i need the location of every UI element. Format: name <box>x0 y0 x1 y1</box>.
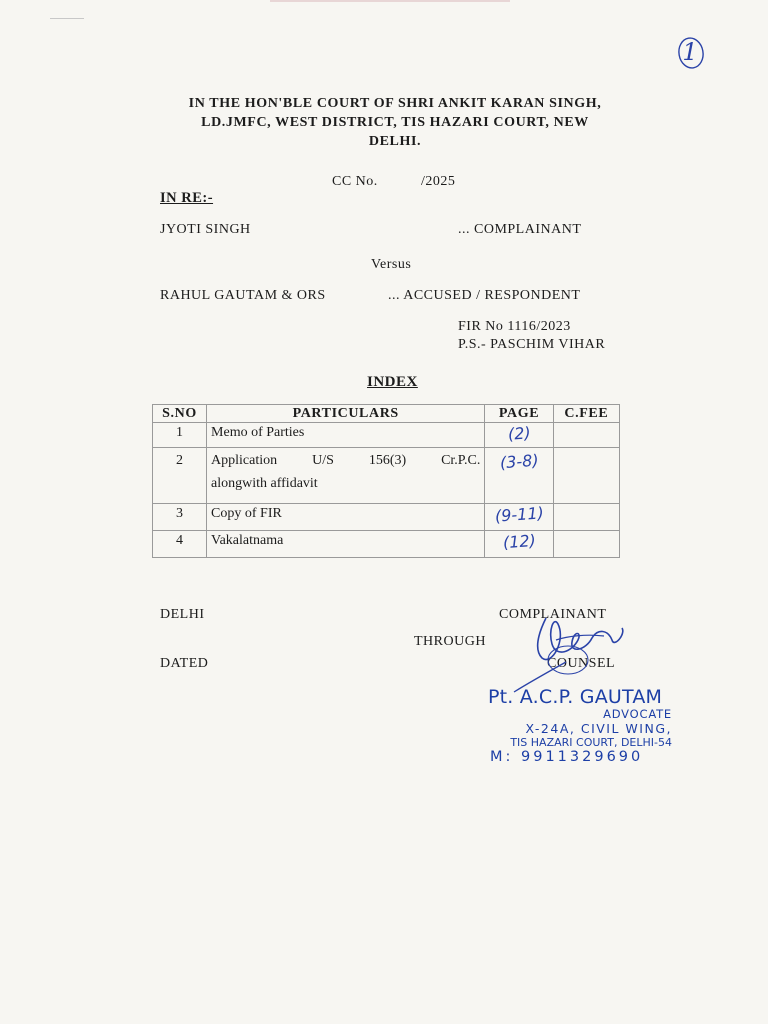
handwritten-signature <box>508 600 638 700</box>
index-title: INDEX <box>367 374 418 390</box>
row-particulars: Copy of FIR <box>207 504 485 531</box>
row-particulars-line-2: alongwith affidavit <box>211 476 318 491</box>
heading-line-2: LD.JMFC, WEST DISTRICT, TIS HAZARI COURT, NEW <box>201 115 589 130</box>
cc-number-label: CC No. <box>332 174 378 189</box>
row-particulars <box>207 448 485 504</box>
header-sno: S.NO <box>153 405 207 423</box>
handwritten-page-number <box>676 34 704 70</box>
heading-line-1: IN THE HON'BLE COURT OF SHRI ANKIT KARAN SINGH, <box>188 96 602 111</box>
advocate-stamp <box>472 686 672 761</box>
dated-label: DATED <box>160 656 209 671</box>
header-particulars: PARTICULARS <box>207 405 485 423</box>
row-sno: 1 <box>153 423 207 448</box>
row-particulars: Vakalatnama <box>207 531 485 558</box>
accused-role: ... ACCUSED / RESPONDENT <box>388 288 581 303</box>
heading-line-3: DELHI. <box>368 134 422 149</box>
stamp-mobile: M: 9911329690 <box>490 749 644 761</box>
row-page-handwritten: (9-11) <box>494 503 545 526</box>
header-court-fee: C.FEE <box>553 405 619 423</box>
place-label: DELHI <box>160 607 205 622</box>
row-sno: 2 <box>153 448 207 504</box>
through-label: THROUGH <box>414 634 486 649</box>
versus-label: Versus <box>371 257 412 272</box>
row-fee <box>553 504 619 531</box>
row-page-handwritten: (3-8) <box>499 450 539 473</box>
complainant-role: ... COMPLAINANT <box>458 222 582 237</box>
accused-name: RAHUL GAUTAM & ORS <box>160 288 326 303</box>
table-row <box>153 448 620 504</box>
row-page-handwritten: (2) <box>507 423 531 444</box>
counsel-label: COUNSEL <box>547 656 616 671</box>
page-top-edge <box>270 0 510 2</box>
complainant-name: JYOTI SINGH <box>160 222 251 237</box>
stamp-name: Pt. A.C.P. GAUTAM <box>488 686 663 708</box>
table-row <box>153 531 620 558</box>
index-table <box>152 404 620 558</box>
stamp-address-2: TIS HAZARI COURT, DELHI-54 <box>510 736 672 749</box>
cc-year: /2025 <box>421 174 456 189</box>
complainant-sign-label: COMPLAINANT <box>499 607 607 622</box>
row-fee <box>553 423 619 448</box>
row-sno: 4 <box>153 531 207 558</box>
police-station: P.S.- PASCHIM VIHAR <box>458 337 606 352</box>
page-number-text: 1 <box>682 38 698 66</box>
row-fee <box>553 448 619 504</box>
court-heading <box>150 94 640 151</box>
stamp-address-1: X-24A, CIVIL WING, <box>525 721 672 736</box>
table-row <box>153 504 620 531</box>
row-page-handwritten: (12) <box>501 530 537 553</box>
row-fee <box>553 531 619 558</box>
table-row <box>153 423 620 448</box>
header-page: PAGE <box>485 405 553 423</box>
page-corner-mark <box>50 18 84 19</box>
row-sno: 3 <box>153 504 207 531</box>
index-header-row <box>153 405 620 423</box>
stamp-title: ADVOCATE <box>603 707 672 721</box>
fir-number: FIR No 1116/2023 <box>458 319 571 334</box>
row-particulars: Memo of Parties <box>207 423 485 448</box>
in-re-label: IN RE:- <box>160 190 214 206</box>
row-particulars-line-1: Application U/S 156(3) Cr.P.C. <box>211 453 481 468</box>
